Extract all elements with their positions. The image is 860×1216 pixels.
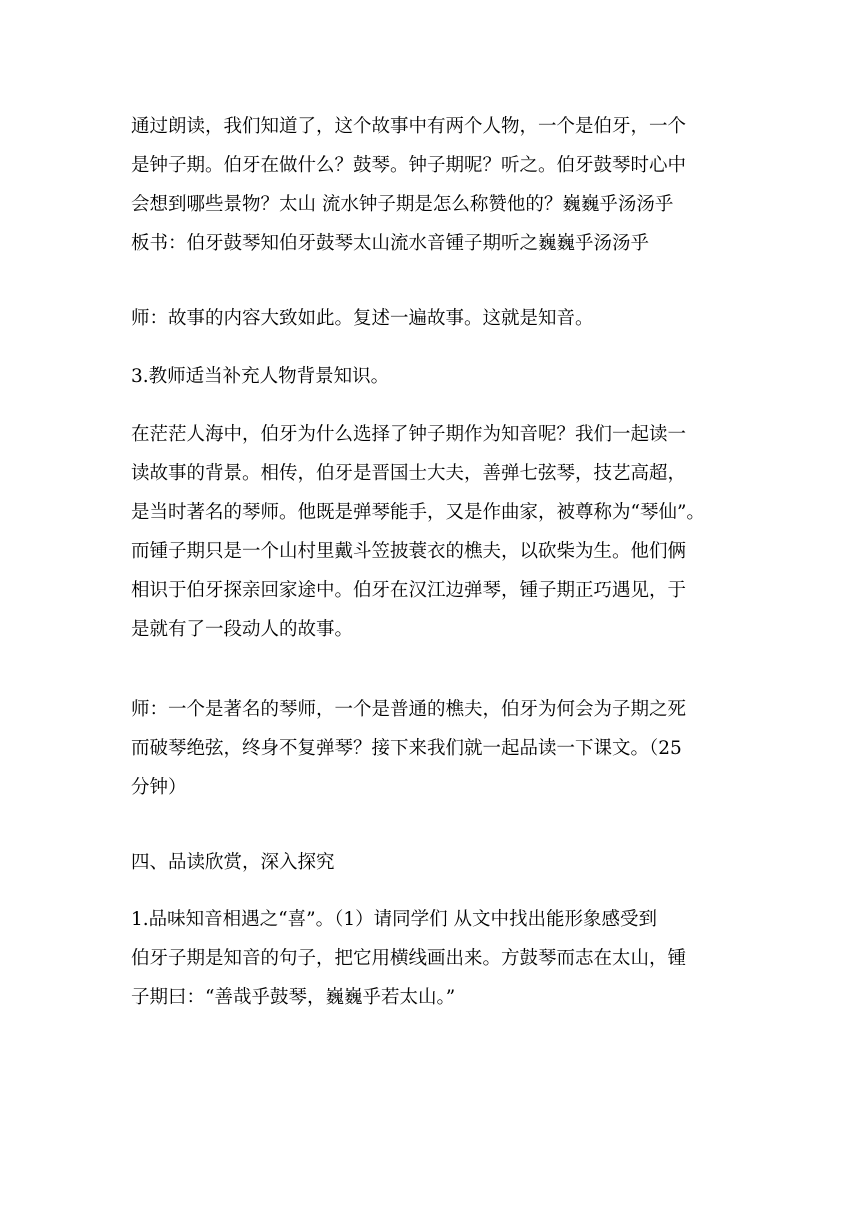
text-line: 伯牙子期是知音的句子，把它用横线画出来。方鼓琴而志在太山，锺 [131,948,687,969]
text-line: 四、品读欣赏，深入探究 [131,852,335,873]
text-line: 读故事的背景。相传，伯牙是晋国士大夫，善弹七弦琴，技艺高超， [131,463,687,484]
paragraph-background [131,415,731,649]
text-line: 板书：伯牙鼓琴知伯牙鼓琴太山流水音锺子期听之巍巍乎汤汤乎 [131,233,650,254]
paragraph-step-1 [131,900,731,1017]
paragraph-teacher-retell [131,299,731,338]
text-line: 而锺子期只是一个山村里戴斗笠披蓑衣的樵夫，以砍柴为生。他们俩 [131,541,687,562]
paragraph-step-3-heading [131,357,731,396]
text-line: 1.品味知音相遇之“喜”。（1）请同学们 从文中找出能形象感受到 [131,909,657,930]
text-line: 分钟） [131,777,187,798]
text-line: 3.教师适当补充人物背景知识。 [131,366,390,387]
text-line: 在茫茫人海中，伯牙为什么选择了钟子期作为知音呢？我们一起读一 [131,424,687,445]
paragraph-reading-summary [131,107,731,263]
paragraph-section-4-heading [131,843,731,882]
text-line: 师：故事的内容大致如此。复述一遍故事。这就是知音。 [131,308,594,329]
text-line: 师：一个是著名的琴师，一个是普通的樵夫，伯牙为何会为子期之死 [131,699,687,720]
text-line: 是当时著名的琴师。他既是弹琴能手，又是作曲家，被尊称为“琴仙”。 [131,502,705,523]
text-line: 而破琴绝弦，终身不复弹琴？接下来我们就一起品读一下课文。（25 [131,738,682,759]
paragraph-teacher-question [131,690,731,807]
text-line: 是钟子期。伯牙在做什么？鼓琴。钟子期呢？听之。伯牙鼓琴时心中 [131,155,687,176]
text-line: 会想到哪些景物？太山 流水钟子期是怎么称赞他的？巍巍乎汤汤乎 [131,194,674,215]
text-line: 通过朗读，我们知道了，这个故事中有两个人物，一个是伯牙，一个 [131,116,687,137]
text-line: 是就有了一段动人的故事。 [131,619,354,640]
text-line: 相识于伯牙探亲回家途中。伯牙在汉江边弹琴，锺子期正巧遇见，于 [131,580,687,601]
text-line: 子期曰：“善哉乎鼓琴，巍巍乎若太山。” [131,987,456,1008]
